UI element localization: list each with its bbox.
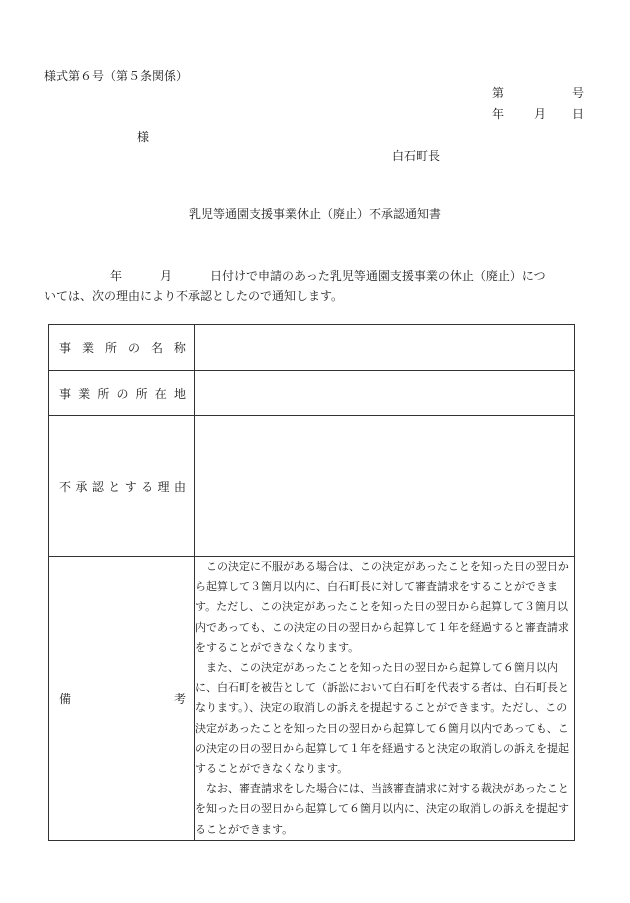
body-line1-text: 日付けで申請のあった乳児等通園支援事業の休止（廃止）につ — [210, 269, 546, 283]
value-office-name — [195, 325, 575, 371]
body-year-label: 年 — [110, 269, 123, 283]
label-char: 在 — [154, 386, 167, 401]
label-char: 理 — [157, 479, 170, 494]
label-char: 所 — [97, 386, 110, 401]
label-char: 業 — [78, 386, 91, 401]
document-title: 乳児等通園支援事業休止（廃止）不承認通知書 — [188, 207, 441, 221]
label-char: 事 — [59, 341, 72, 355]
notice-table — [48, 324, 575, 841]
remarks-text — [195, 557, 575, 841]
label-char: 地 — [173, 386, 186, 401]
date-day-label: 日 — [572, 107, 585, 121]
label-char: 所 — [135, 386, 148, 401]
value-reason — [195, 416, 575, 557]
remarks-paragraph-1: この決定に不服がある場合は、この決定があったことを知った日の翌日から起算して３箇月以内に、白石町長に対して審査請求をすることができます。ただし、この決定があったことを知った日の翌日から起算して３箇月以内であっても、この決定の日の翌日から起算して１年を経過すると審査請求をすることができなくなります。 — [195, 560, 569, 654]
label-remarks — [49, 557, 195, 841]
label-char: 承 — [75, 479, 88, 494]
remarks-paragraph-3: なお、審査請求をした場合には、当該審査請求に対する裁決があったことを知った日の翌日から起算して６箇月以内に、決定の取消しの訴えを提起することができます。 — [195, 782, 569, 836]
label-char: と — [108, 479, 121, 494]
label-char: 業 — [81, 341, 94, 355]
remarks-paragraph-2: また、この決定があったことを知った日の翌日から起算して６箇月以内に、白石町を被告として（訴訟において白石町を代表する者は、白石町長となります。）、決定の取消しの訴えを提起することができます。ただし、この決定があったことを知った日の翌日から起算して６箇月以内であっても、この決定の日の翌日から起算して１年を経過すると決定の取消しの訴えを提起することができなくなります。 — [195, 661, 569, 776]
label-reason — [49, 416, 195, 557]
issuer-name: 白石町長 — [392, 149, 441, 163]
value-office-address — [195, 371, 575, 416]
form-number: 様式第６号（第５条関係） — [44, 69, 189, 83]
label-char: 名 — [150, 341, 163, 355]
date-year-label: 年 — [492, 107, 505, 121]
label-char: す — [124, 479, 137, 494]
label-char: 備 — [59, 691, 72, 706]
addressee-suffix: 様 — [137, 130, 150, 144]
table-row — [49, 416, 575, 557]
label-char: 称 — [173, 341, 186, 355]
label-char: の — [116, 386, 129, 401]
table-row — [49, 557, 575, 841]
label-char: 所 — [104, 341, 117, 355]
document-number-suffix: 号 — [572, 86, 585, 100]
label-char: 由 — [173, 479, 186, 494]
notice-body — [44, 266, 594, 306]
table-row — [49, 325, 575, 371]
date-month-label: 月 — [534, 107, 547, 121]
body-line2-text: いては、次の理由により不承認としたので通知します。 — [44, 289, 344, 303]
document-number-prefix: 第 — [492, 86, 505, 100]
label-char: 事 — [59, 386, 72, 401]
label-office-name — [49, 325, 195, 371]
label-char: る — [141, 479, 154, 494]
label-office-address — [49, 371, 195, 416]
label-char: の — [127, 341, 140, 355]
label-char: 考 — [173, 691, 186, 706]
label-char: 不 — [59, 479, 72, 494]
label-char: 認 — [91, 479, 104, 494]
table-row — [49, 371, 575, 416]
body-month-label: 月 — [160, 269, 173, 283]
